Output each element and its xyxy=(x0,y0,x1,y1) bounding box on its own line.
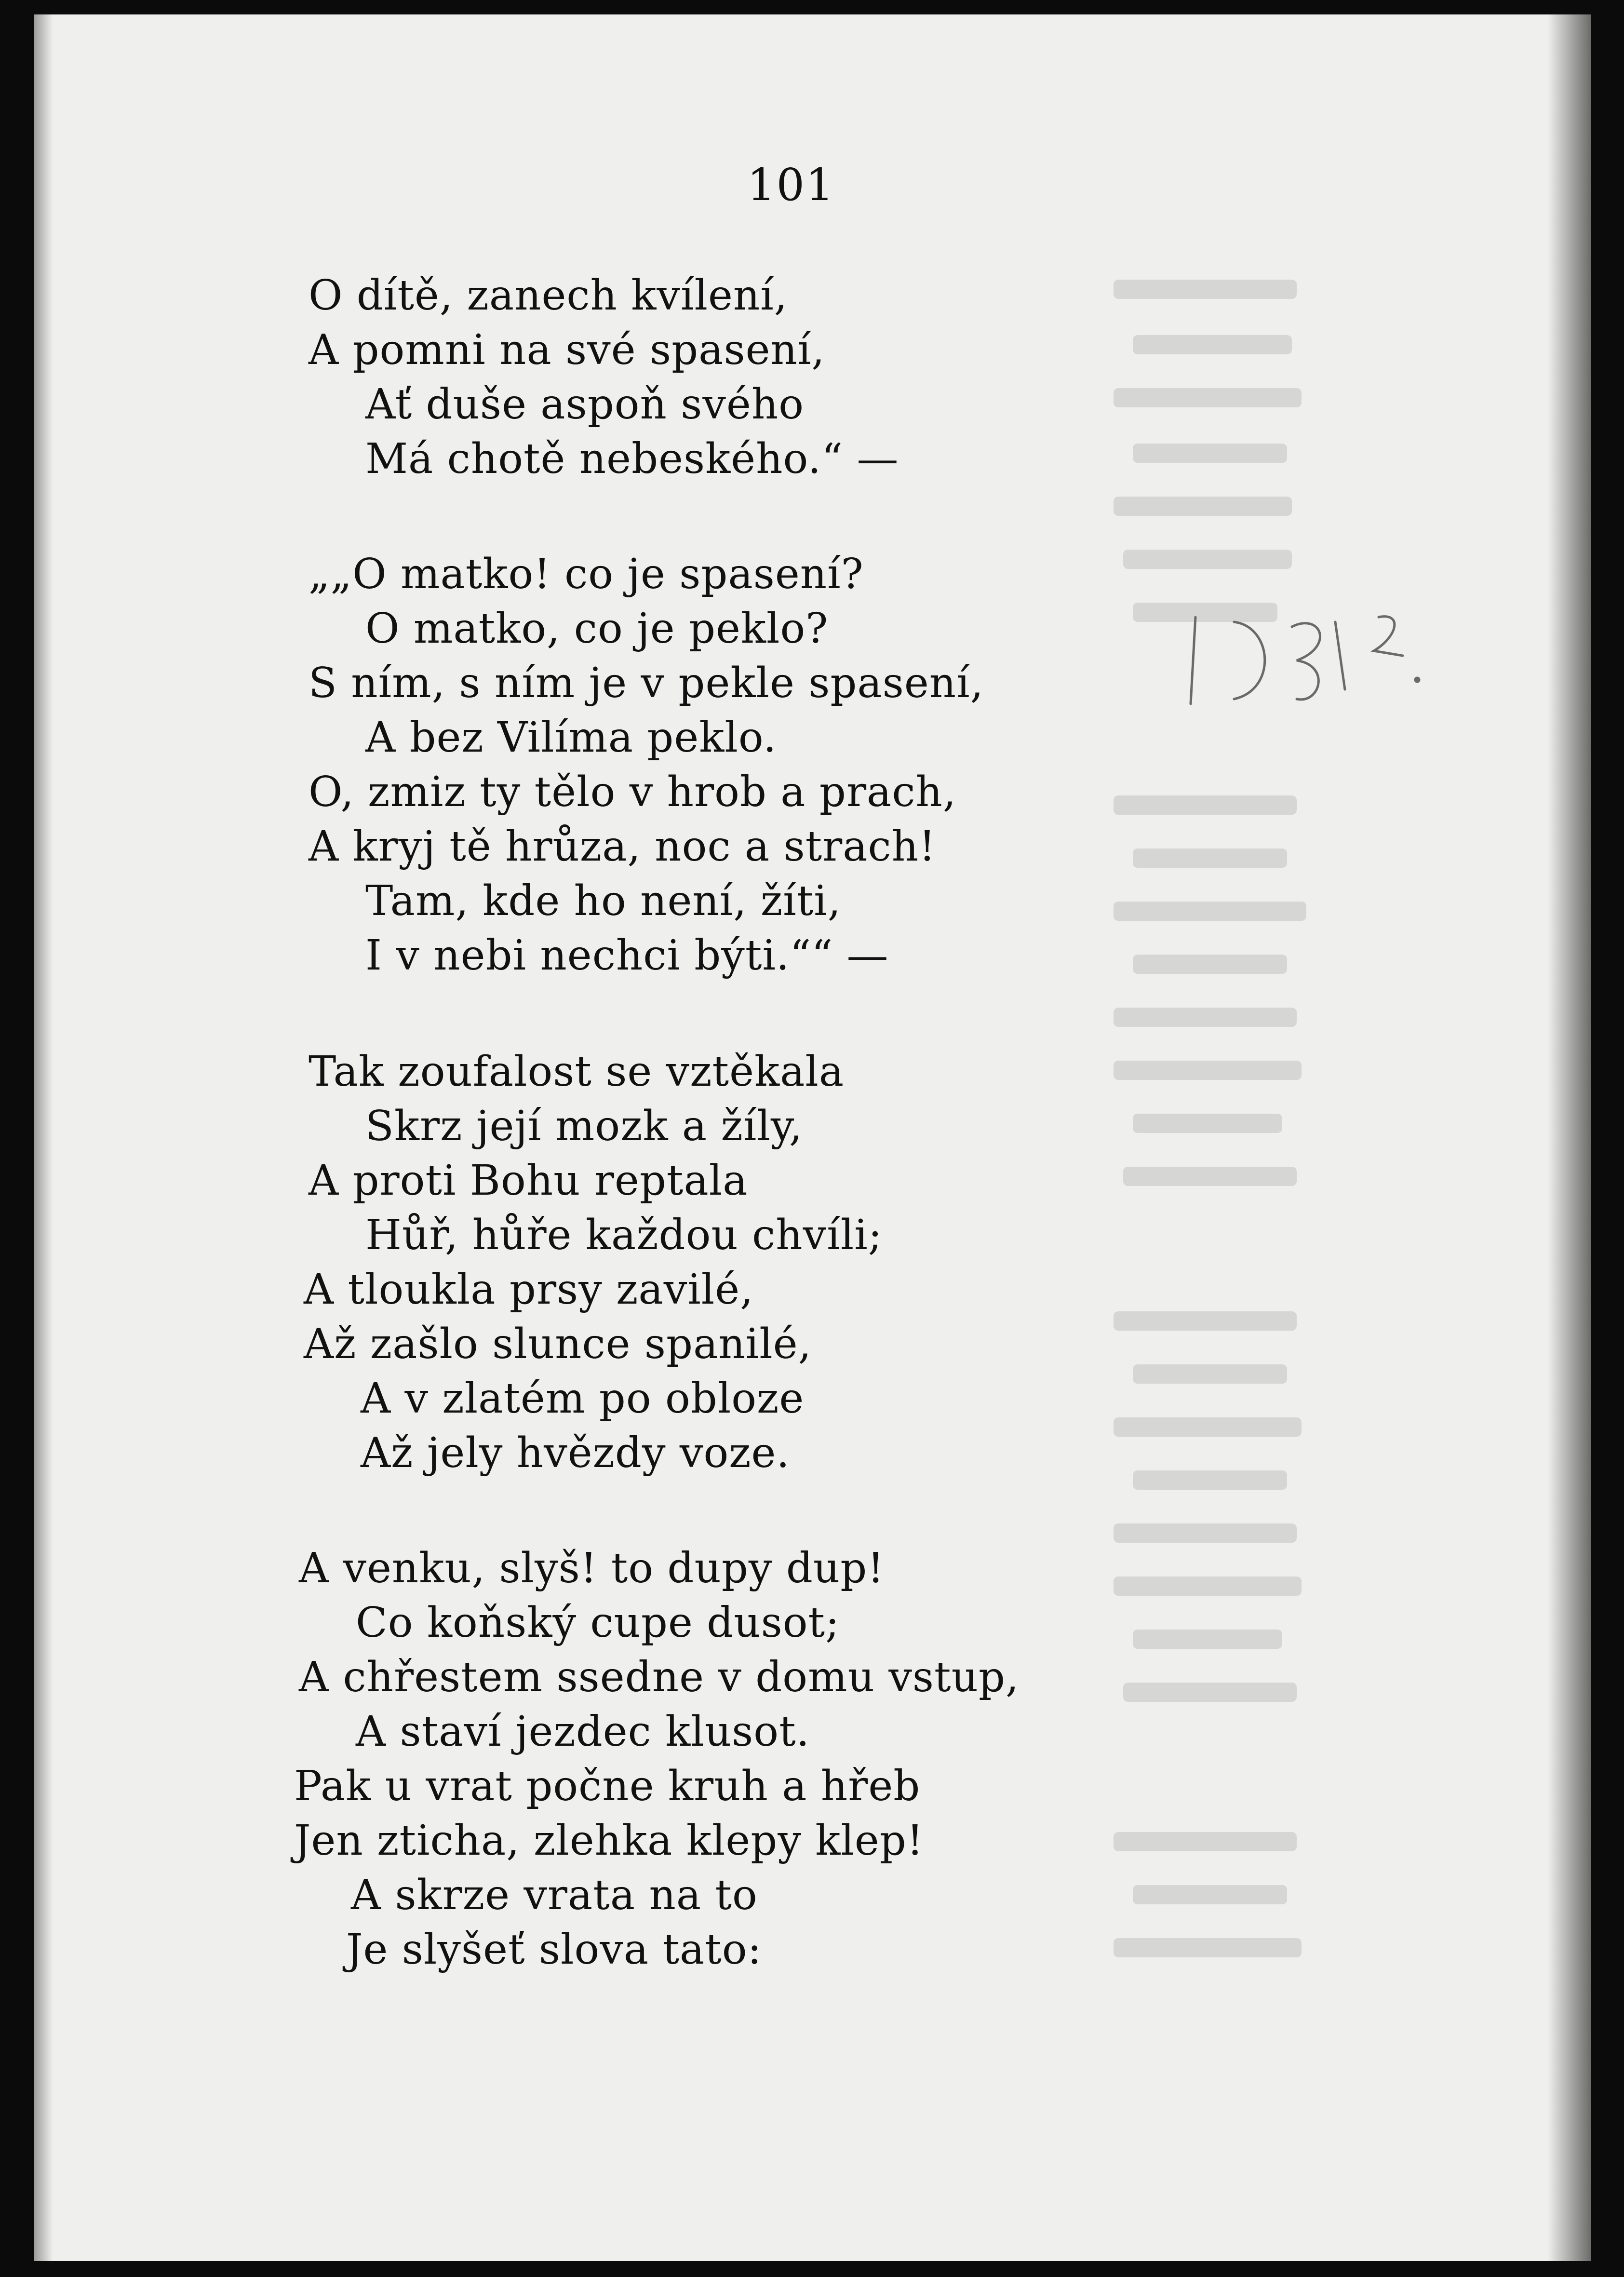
poem-line: Pak u vrat počne kruh a hřeb xyxy=(294,1762,921,1810)
poem-line: O dítě, zanech kvílení, xyxy=(309,271,788,320)
poem-line: Co koňský cupe dusot; xyxy=(356,1599,840,1647)
poem-line: A chřestem ssedne v domu vstup, xyxy=(299,1653,1020,1701)
poem-line: A venku, slyš! to dupy dup! xyxy=(299,1544,885,1592)
poem-line: I v nebi nechci býti.““ — xyxy=(365,931,889,980)
poem-line: Hůř, hůře každou chvíli; xyxy=(365,1211,883,1259)
poem-line: A skrze vrata na to xyxy=(351,1871,758,1919)
show-through-texture xyxy=(1104,265,1306,2001)
poem-line: Ať duše aspoň svého xyxy=(365,380,805,429)
poem-line: Tak zoufalost se vztěkala xyxy=(309,1048,845,1096)
page-number: 101 xyxy=(747,159,835,211)
poem-line: Jen zticha, zlehka klepy klep! xyxy=(294,1817,924,1865)
poem-line: Je slyšeť slova tato: xyxy=(346,1926,762,1974)
poem-line: A v zlatém po obloze xyxy=(361,1374,805,1423)
poem-line: Tam, kde ho není, žíti, xyxy=(365,877,842,925)
pencil-marginalia xyxy=(1176,607,1427,718)
poem-line: A tloukla prsy zavilé, xyxy=(304,1266,754,1314)
page-edge-shadow xyxy=(1547,14,1591,2261)
poem-line: A kryj tě hrůza, noc a strach! xyxy=(309,822,936,871)
page-gutter-shadow xyxy=(34,14,53,2261)
poem-line: Až jely hvězdy voze. xyxy=(361,1429,790,1477)
poem-line: A pomni na své spasení, xyxy=(309,326,825,374)
poem-line: A bez Vilíma peklo. xyxy=(365,714,777,762)
poem-line: „„O matko! co je spasení? xyxy=(309,550,864,598)
poem-line: A proti Bohu reptala xyxy=(309,1157,748,1205)
poem-line: S ním, s ním je v pekle spasení, xyxy=(309,659,984,707)
book-page xyxy=(34,14,1591,2261)
poem-line: A staví jezdec klusot. xyxy=(356,1708,810,1756)
poem-line: Skrz její mozk a žíly, xyxy=(365,1102,803,1150)
poem-line: O, zmiz ty tělo v hrob a prach, xyxy=(309,768,957,816)
poem-line: O matko, co je peklo? xyxy=(365,605,829,653)
poem-line: Až zašlo slunce spanilé, xyxy=(304,1320,812,1368)
poem-line: Má chotě nebeského.“ — xyxy=(365,435,899,483)
